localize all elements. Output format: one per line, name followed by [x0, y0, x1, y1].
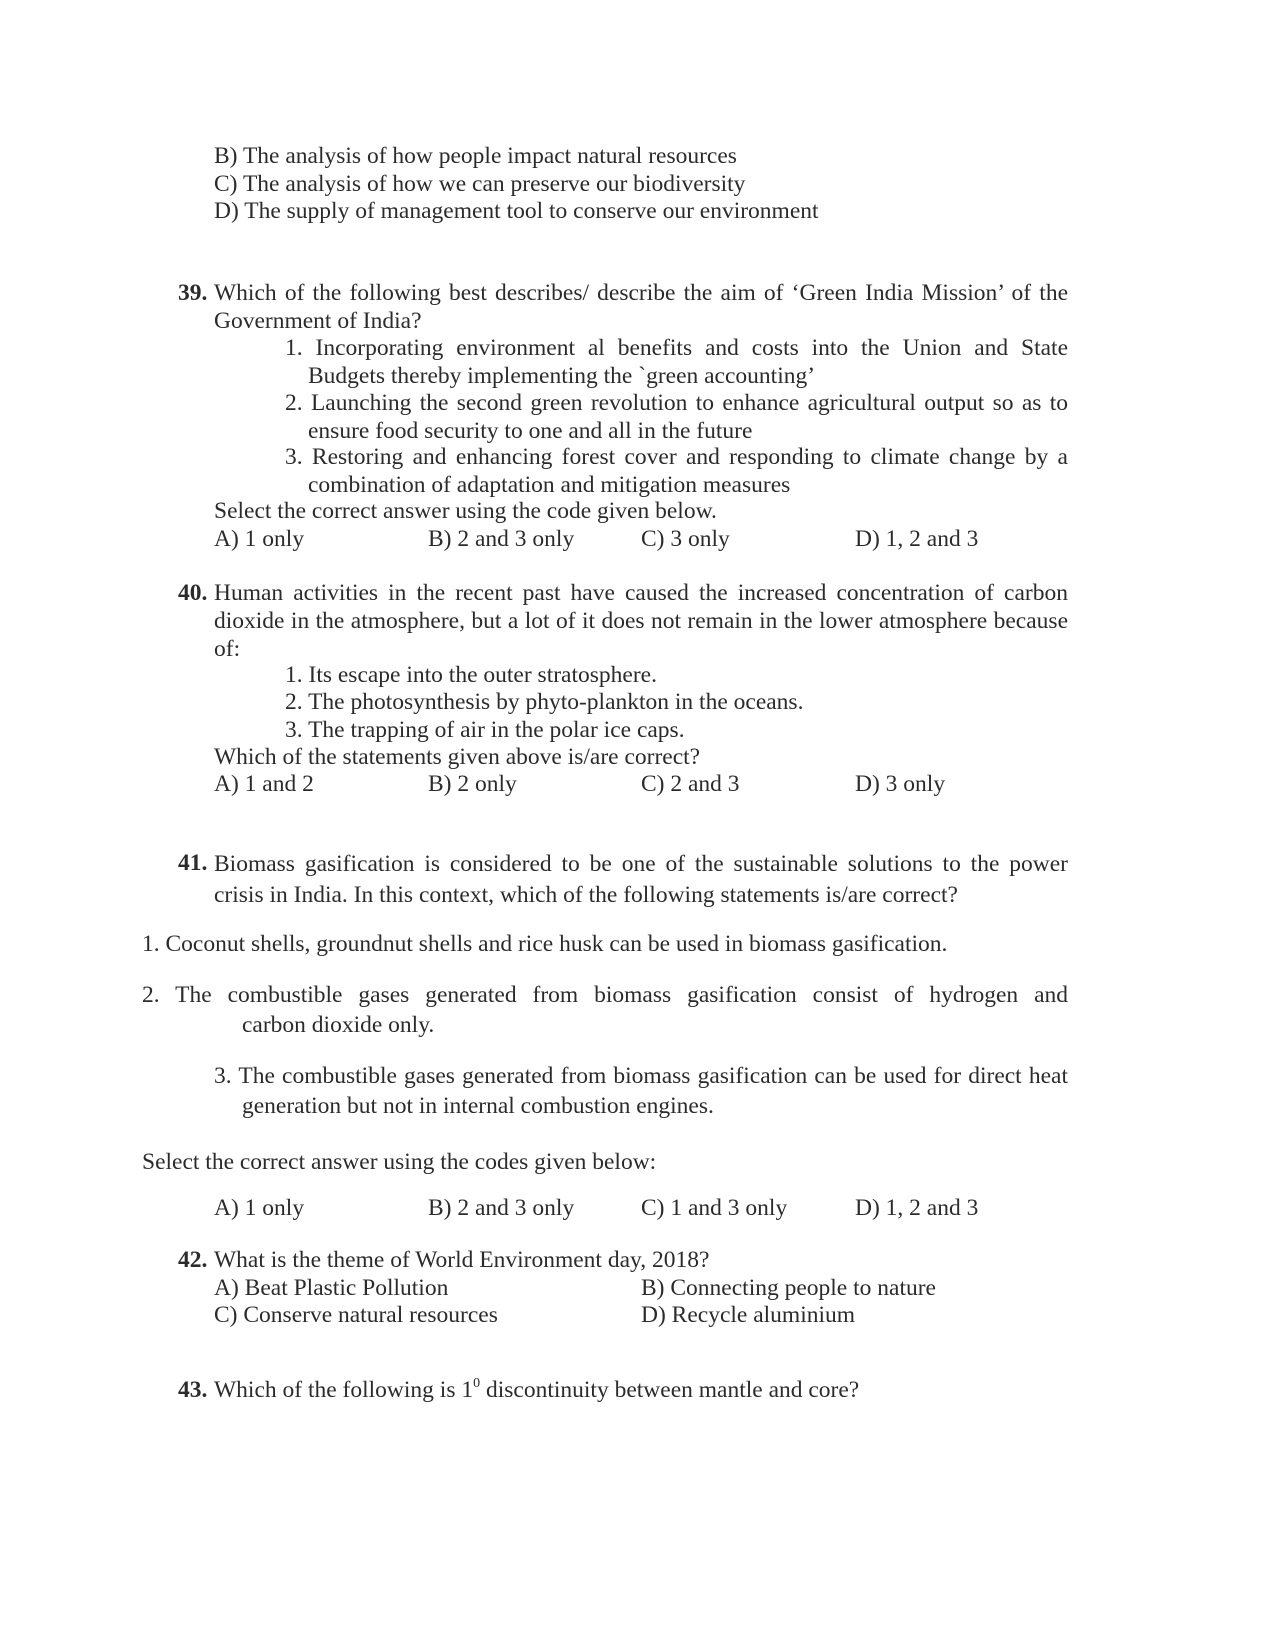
q41-answer-c: C) 1 and 3 only [641, 1195, 788, 1221]
q39-answer-d: D) 1, 2 and 3 [855, 526, 979, 552]
q39-answer-a: A) 1 only [214, 526, 305, 552]
q39-item-line: 3. Restoring and enhancing forest cover and responding to climate change by a [285, 444, 1068, 470]
q40-answer-b: B) 2 only [428, 771, 517, 797]
q40-stem-line: of: [214, 636, 241, 662]
q40-item-2: 2. The photosynthesis by phyto-plankton in the oceans. [285, 689, 804, 715]
q41-answer-b: B) 2 and 3 only [428, 1195, 575, 1221]
q39-stem-line: Which of the following best describes/ describe the aim of ‘Green India Mission’ of the [214, 280, 1068, 306]
q39-item-line: Budgets thereby implementing the `green accounting’ [308, 363, 816, 389]
q41-answer-d: D) 1, 2 and 3 [855, 1195, 979, 1221]
q42-answer-a: A) Beat Plastic Pollution [214, 1275, 449, 1301]
q41-item-line: generation but not in internal combustion engines. [242, 1093, 714, 1119]
q41-item-3 [214, 1061, 1068, 1121]
q39-item-line: combination of adaptation and mitigation measures [308, 472, 791, 498]
q39-item-line: ensure food security to one and all in the future [308, 418, 753, 444]
q40-item-3: 3. The trapping of air in the polar ice caps. [285, 717, 685, 743]
q41-instruction: Select the correct answer using the codes given below: [142, 1149, 657, 1175]
q41-item-1: 1. Coconut shells, groundnut shells and rice husk can be used in biomass gasification. [142, 931, 948, 957]
q43-stem-superscript: 0 [473, 1376, 481, 1391]
q40-number: 40. [178, 580, 208, 606]
q43-stem-text-end: discontinuity between mantle and core? [480, 1377, 860, 1403]
q39-item-line: 2. Launching the second green revolution to enhance agricultural output so as to [285, 390, 1068, 416]
q43-stem [214, 1376, 859, 1404]
q41-item-line: 3. The combustible gases generated from biomass gasification can be used for direct heat [214, 1063, 1068, 1089]
q41-item-2 [142, 980, 1068, 1040]
q39-item-line: 1. Incorporating environment al benefits and costs into the Union and State [285, 335, 1068, 361]
q42-answer-b: B) Connecting people to nature [641, 1275, 936, 1301]
q40-instruction: Which of the statements given above is/are correct? [214, 744, 701, 770]
q39-answer-b: B) 2 and 3 only [428, 526, 575, 552]
q39-item-1 [285, 334, 1068, 390]
q41-answer-a: A) 1 only [214, 1195, 305, 1221]
q38-option-b: B) The analysis of how people impact natural resources [214, 143, 737, 169]
q39-stem-line: Government of India? [214, 308, 422, 334]
q41-stem-line: crisis in India. In this context, which of the following statements is/are correct? [214, 882, 958, 908]
q38-option-c: C) The analysis of how we can preserve our biodiversity [214, 171, 746, 197]
q43-stem-text: Which of the following is 1 [214, 1377, 474, 1403]
q38-option-d: D) The supply of management tool to conserve our environment [214, 198, 819, 224]
q42-stem: What is the theme of World Environment day, 2018? [214, 1247, 710, 1273]
q41-number: 41. [178, 850, 208, 876]
q43-number: 43. [178, 1377, 208, 1403]
q40-stem-line: Human activities in the recent past have caused the increased concentration of carbon [214, 580, 1068, 606]
q42-number: 42. [178, 1247, 208, 1273]
q39-instruction: Select the correct answer using the code given below. [214, 498, 717, 524]
q40-item-1: 1. Its escape into the outer stratosphere. [285, 662, 657, 688]
q39-stem [214, 279, 1068, 335]
q40-answer-d: D) 3 only [855, 771, 946, 797]
q39-number: 39. [178, 280, 208, 306]
q39-answer-c: C) 3 only [641, 526, 730, 552]
q41-stem [214, 849, 1068, 911]
q39-item-3 [285, 443, 1068, 499]
q41-stem-line: Biomass gasification is considered to be one of the sustainable solutions to the power [214, 851, 1068, 877]
q42-answer-c: C) Conserve natural resources [214, 1302, 498, 1328]
q42-answer-d: D) Recycle aluminium [641, 1302, 856, 1328]
q39-item-2 [285, 389, 1068, 445]
q40-answer-a: A) 1 and 2 [214, 771, 314, 797]
q40-stem [214, 579, 1068, 663]
q40-answer-c: C) 2 and 3 [641, 771, 740, 797]
q41-item-line: carbon dioxide only. [242, 1012, 435, 1038]
q40-stem-line: dioxide in the atmosphere, but a lot of it does not remain in the lower atmosphere because [214, 608, 1068, 634]
q41-item-line: 2. The combustible gases generated from biomass gasification consist of hydrogen and [142, 982, 1068, 1008]
